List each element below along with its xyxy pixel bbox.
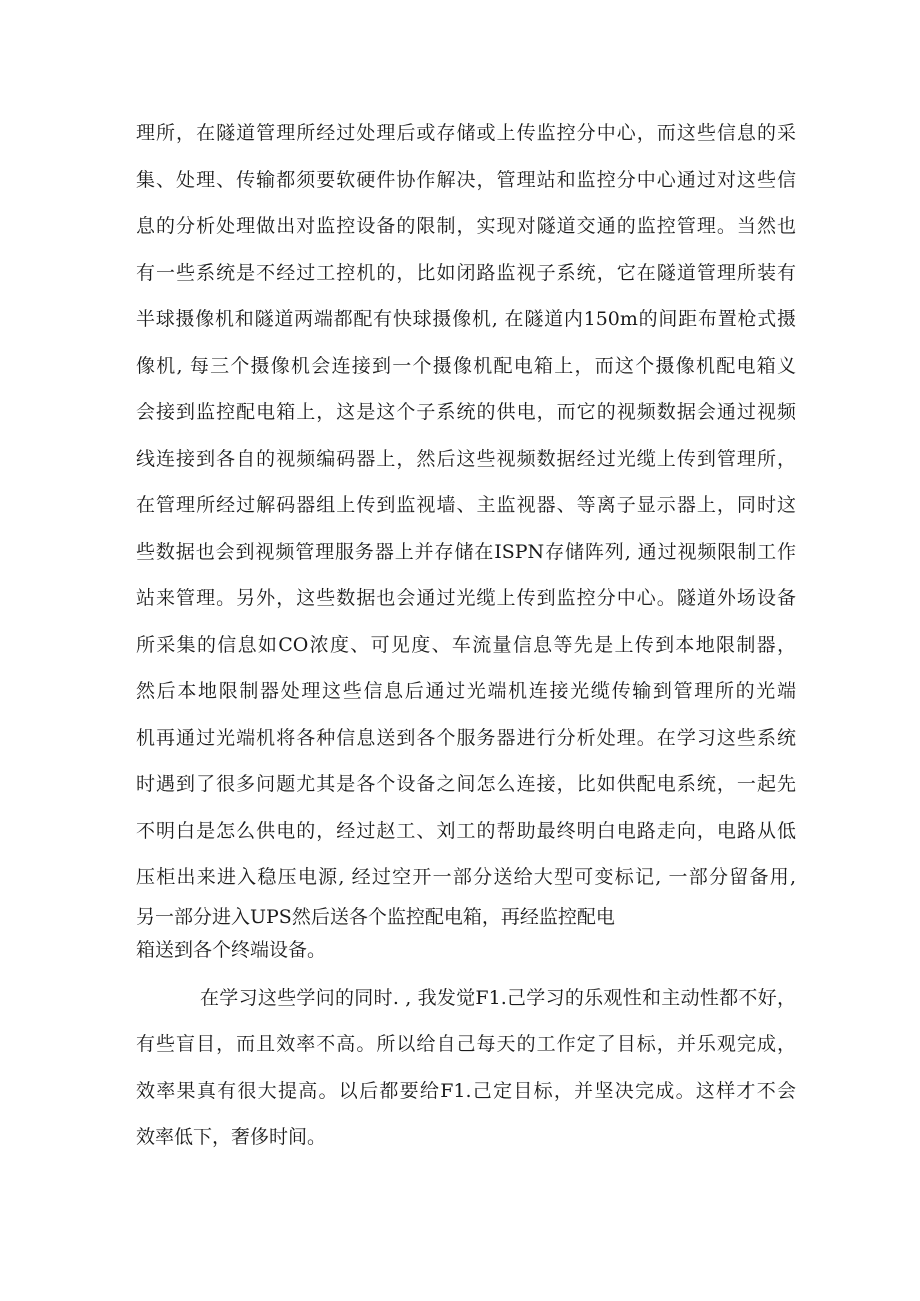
text-line: 理所，在隧道管理所经过处理后或存储或上传监控分中心，而这些信息的采: [136, 122, 796, 144]
text-line: 不明白是怎么供电的，经过赵工、刘工的帮助最终明白电路走向，电路从低: [136, 819, 796, 842]
text-line: 另一部分进入UPS然后送各个监控配电箱，再经监控配电: [136, 905, 615, 928]
text-line: 线连接到各自的视频编码器上，然后这些视频数据经过光缆上传到管理所，: [136, 447, 796, 470]
text-line: 压柜出来进入稳压电源, 经过空开一部分送给大型可变标记, 一部分留备用,: [136, 866, 796, 888]
text-line: 效率低下，奢侈时间。: [136, 1126, 327, 1148]
text-line: 集、处理、传输都须要软硬件协作解决，管理站和监控分中心通过对这些信: [136, 168, 796, 191]
text-line: 像机, 每三个摄像机会连接到一个摄像机配电箱上，而这个摄像机配电箱义: [136, 354, 796, 377]
text-line: 机再通过光端机将各种信息送到各个服务器进行分析处理。在学习这些系统: [136, 726, 796, 749]
text-line: 半球摄像机和隧道两端都配有快球摄像机, 在隧道内150m的间距布置枪式摄: [136, 308, 796, 330]
text-line: 然后本地限制器处理这些信息后通过光端机连接光缆传输到管理所的光端: [136, 680, 796, 702]
text-line: 在管理所经过解码器组上传到监视墙、主监视器、等离子显示器上，同时这: [136, 494, 796, 516]
text-line: 些数据也会到视频管理服务器上并存储在ISPN存储阵列, 通过视频限制工作: [136, 540, 796, 563]
text-line: 息的分析处理做出对监控设备的限制，实现对隧道交通的监控管理。当然也: [136, 215, 796, 237]
text-line: 会接到监控配电箱上，这是这个子系统的供电，而它的视频数据会通过视频: [136, 401, 796, 423]
paragraph-1: [136, 110, 796, 967]
text-line: 有些盲目，而且效率不高。所以给自己每天的工作定了目标，并乐观完成，: [136, 1033, 796, 1055]
text-line: 时遇到了很多问题尤其是各个设备之间怎么连接，比如供配电系统，一起先: [136, 773, 796, 795]
text-line: 有一些系统是不经过工控机的，比如闭路监视子系统，它在隧道管理所装有: [136, 261, 796, 284]
body-text: [136, 110, 796, 1161]
paragraph-2: [136, 975, 796, 1161]
text-line: 站来管理。另外，这些数据也会通过光缆上传到监控分中心。隧道外场设备: [136, 587, 796, 609]
text-line: 在学习这些学问的同时. , 我发觉F1.己学习的乐观性和主动性都不好，: [200, 986, 796, 1009]
text-line: 箱送到各个终端设备。: [136, 938, 327, 961]
text-line: 所采集的信息如CO浓度、可见度、车流量信息等先是上传到本地限制器，: [136, 633, 796, 656]
text-line: 效率果真有很大提高。以后都要给F1.己定目标，并坚决完成。这样才不会: [136, 1079, 796, 1102]
